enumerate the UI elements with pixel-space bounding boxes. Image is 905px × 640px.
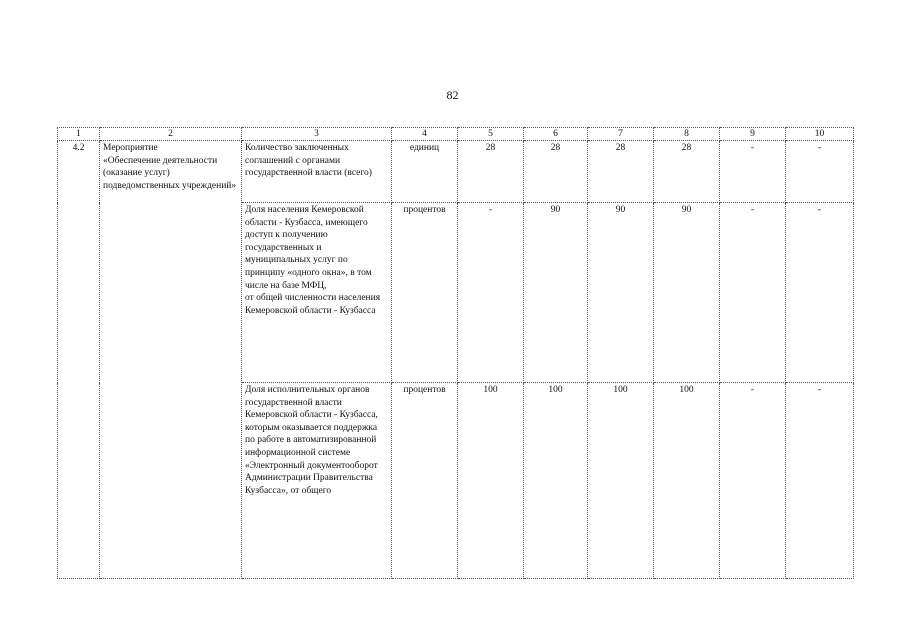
indicator-value: 90 [524, 203, 588, 383]
column-header: 4 [392, 128, 458, 141]
column-header: 3 [242, 128, 392, 141]
indicator-value: - [786, 141, 854, 203]
event-name: Мероприятие «Обеспечение деятельности (оказание услуг) подведомственных учреждений» [100, 141, 242, 579]
indicator-value: 90 [654, 203, 720, 383]
indicator-value: 100 [654, 383, 720, 579]
indicator-value: 28 [654, 141, 720, 203]
indicator-value: 100 [458, 383, 524, 579]
indicator-value: - [720, 141, 786, 203]
indicator-value: - [786, 383, 854, 579]
indicator-value: 100 [524, 383, 588, 579]
column-header: 9 [720, 128, 786, 141]
indicator-unit: процентов [392, 383, 458, 579]
indicator-value: 28 [458, 141, 524, 203]
page-number: 82 [446, 88, 459, 102]
indicator-value: - [786, 203, 854, 383]
column-header: 7 [588, 128, 654, 141]
column-header: 8 [654, 128, 720, 141]
indicator-name: Количество заключенных соглашений с органами государственной власти (всего) [242, 141, 392, 203]
indicator-name: Доля исполнительных органов государственной власти Кемеровской области - Кузбасса, которым оказывается поддержка по работе в автоматизированной информационной системе «Электронный документооборот Администрации Правительства Кузбасса», от общего [242, 383, 392, 579]
column-header: 10 [786, 128, 854, 141]
indicator-name: Доля населения Кемеровской области - Кузбасса, имеющего доступ к получению государственных и муниципальных услуг по принципу «одного окна», в том числе на базе МФЦ, от общей численности населения Кемеровской области - Кузбасса [242, 203, 392, 383]
column-header: 6 [524, 128, 588, 141]
indicator-value: 28 [524, 141, 588, 203]
indicator-value: 100 [588, 383, 654, 579]
column-header: 2 [100, 128, 242, 141]
column-header: 5 [458, 128, 524, 141]
indicator-value: - [720, 383, 786, 579]
indicator-value: - [458, 203, 524, 383]
table-row [58, 141, 854, 203]
indicator-value: 90 [588, 203, 654, 383]
indicators-table [57, 127, 854, 579]
indicator-value: 28 [588, 141, 654, 203]
row-number: 4.2 [58, 141, 100, 579]
indicator-unit: процентов [392, 203, 458, 383]
indicator-unit: единиц [392, 141, 458, 203]
table-header-row [58, 128, 854, 141]
column-header: 1 [58, 128, 100, 141]
indicator-value: - [720, 203, 786, 383]
